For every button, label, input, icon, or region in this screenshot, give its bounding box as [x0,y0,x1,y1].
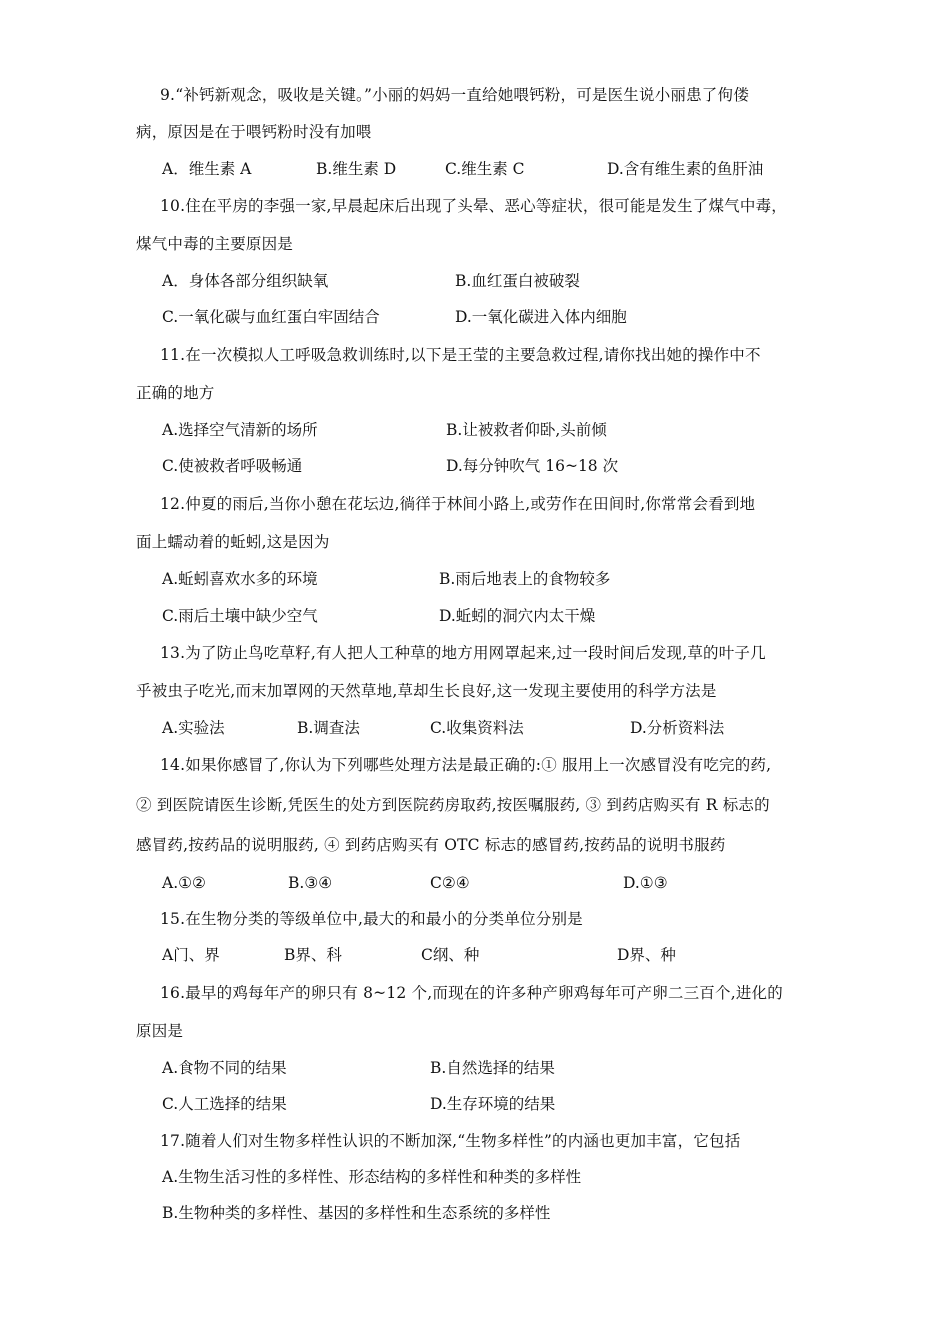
question-12-stem-line-2: 面上蠕动着的蚯蚓,这是因为 [136,533,330,551]
question-13-option-c: C.收集资料法 [430,719,524,737]
question-16-option-d: D.生存环境的结果 [430,1095,556,1113]
question-9-option-b: B.维生素 D [316,160,397,178]
question-13-option-b: B.调查法 [297,719,360,737]
question-14-stem-line-1: 14.如果你感冒了,你认为下列哪些处理方法是最正确的:① 服用上一次感冒没有吃完的药, [160,756,772,774]
question-16-option-c: C.人工选择的结果 [162,1095,287,1113]
question-17-stem-line-1: 17.随着人们对生物多样性认识的不断加深,“生物多样性”的内涵也更加丰富，它包括 [160,1132,741,1150]
question-11-option-a: A.选择空气清新的场所 [162,421,318,439]
question-14-option-a: A.①② [162,874,206,892]
question-16-option-b: B.自然选择的结果 [430,1059,555,1077]
question-11-option-b: B.让被救者仰卧,头前倾 [446,421,607,439]
question-9-option-a: A．维生素 A [162,160,252,178]
question-10-option-d: D.一氧化碳进入体内细胞 [455,308,627,326]
question-17-option-a: A.生物生活习性的多样性、形态结构的多样性和种类的多样性 [162,1168,582,1186]
question-12-option-b: B.雨后地表上的食物较多 [439,570,611,588]
question-10-stem-line-1: 10.住在平房的李强一家,早晨起床后出现了头晕、恶心等症状，很可能是发生了煤气中毒， [160,197,787,215]
question-10-option-b: B.血红蛋白被破裂 [455,272,580,290]
question-14-stem-line-3: 感冒药,按药品的说明服药, ④ 到药店购买有 OTC 标志的感冒药,按药品的说明书服药 [136,836,726,854]
question-14-option-b: B.③④ [288,874,333,892]
question-14-option-d: D.①③ [623,874,668,892]
question-9-stem-line-2: 病，原因是在于喂钙粉时没有加喂 [136,123,372,141]
question-16-stem-line-1: 16.最早的鸡每年产的卵只有 8~12 个,而现在的许多种产卵鸡每年可产卵二三百个,进化的 [160,984,783,1002]
question-17-option-b: B.生物种类的多样性、基因的多样性和生态系统的多样性 [162,1204,551,1222]
question-12-stem-line-1: 12.仲夏的雨后,当你小憩在花坛边,徜徉于林间小路上,或劳作在田间时,你常常会看到地 [160,495,756,513]
question-9-stem-line-1: 9.“补钙新观念，吸收是关键。”小丽的妈妈一直给她喂钙粉，可是医生说小丽患了佝偻 [160,86,749,104]
question-11-option-c: C.使被救者呼吸畅通 [162,457,303,475]
question-10-option-c: C.一氧化碳与血红蛋白牢固结合 [162,308,380,326]
question-15-option-c: C纲、种 [421,946,480,964]
question-9-option-d: D.含有维生素的鱼肝油 [607,160,764,178]
question-9-option-c: C.维生素 C [445,160,525,178]
question-13-option-a: A.实验法 [162,719,225,737]
question-15-option-a: A门、界 [162,946,220,964]
question-16-option-a: A.食物不同的结果 [162,1059,287,1077]
question-15-option-b: B界、科 [284,946,342,964]
question-11-stem-line-1: 11.在一次模拟人工呼吸急救训练时,以下是王莹的主要急救过程,请你找出她的操作中不 [160,346,761,364]
question-15-option-d: D界、种 [617,946,676,964]
question-16-stem-line-2: 原因是 [136,1022,184,1040]
question-12-option-a: A.蚯蚓喜欢水多的环境 [162,570,318,588]
question-15-stem-line-1: 15.在生物分类的等级单位中,最大的和最小的分类单位分别是 [160,910,583,928]
question-13-option-d: D.分析资料法 [630,719,725,737]
question-12-option-c: C.雨后土壤中缺少空气 [162,607,318,625]
question-14-option-c: C②④ [430,874,470,892]
question-11-stem-line-2: 正确的地方 [136,384,215,402]
question-10-option-a: A．身体各部分组织缺氧 [162,272,329,290]
question-10-stem-line-2: 煤气中毒的主要原因是 [136,235,294,253]
question-12-option-d: D.蚯蚓的洞穴内太干燥 [439,607,596,625]
question-13-stem-line-1: 13.为了防止鸟吃草籽,有人把人工种草的地方用网罩起来,过一段时间后发现,草的叶子几 [160,644,766,662]
question-11-option-d: D.每分钟吹气 16~18 次 [446,457,619,475]
question-13-stem-line-2: 乎被虫子吃光,而末加罩网的天然草地,草却生长良好,这一发现主要使用的科学方法是 [136,682,717,700]
question-14-stem-line-2: ② 到医院请医生诊断,凭医生的处方到医院药房取药,按医嘱服药, ③ 到药店购买有 R 标志的 [136,796,770,814]
